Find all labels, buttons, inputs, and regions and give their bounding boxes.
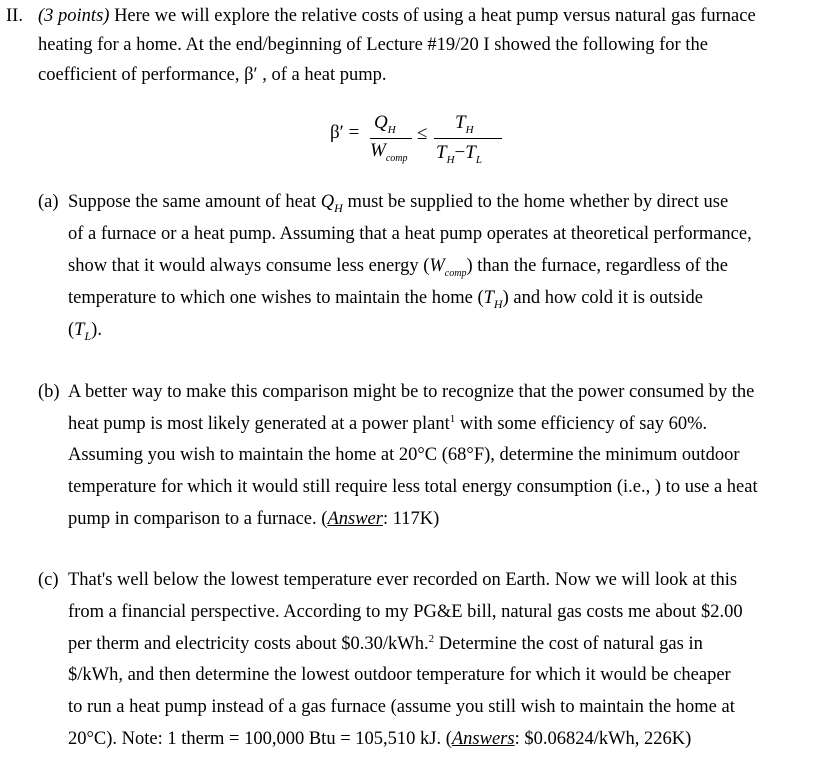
part-c-line-6: 20°C). Note: 1 therm = 100,000 Btu = 105,510 kJ. (Answers: $0.06824/kWh, 226K) [68, 729, 692, 749]
part-c-line-2: from a financial perspective. According to my PG&E bill, natural gas costs me about $2.00 [68, 602, 743, 622]
eq-lhs: β′ = [330, 122, 360, 143]
part-c-label: (c) [38, 570, 59, 590]
part-c-line-1: That's well below the lowest temperature ever recorded on Earth. Now we will look at this [68, 570, 738, 590]
part-a-line-4: temperature to which one wishes to maintain the home $(T_H)$ and how cold it is outside [68, 288, 703, 311]
part-b-line-2: heat pump is most likely generated at a power plant$^1$ with some efficiency of say 60%. [68, 413, 708, 434]
part-b-line-4: temperature for which it would still require less total energy consumption (i.e., ) to use a heat [68, 477, 758, 497]
part-c-line-3: per therm and electricity costs about $0.30/kWh.$^2$ Determine the cost of natural gas in [68, 633, 703, 654]
part-a-line-2: of a furnace or a heat pump. Assuming that a heat pump operates at theoretical performance, [68, 224, 752, 244]
part-a-label: (a) [38, 192, 59, 212]
eq-num2: $T_H$ [455, 112, 474, 136]
eq-frac-bar-2 [434, 138, 502, 139]
problem-intro-line-2: heating for a home. At the end/beginning of Lecture #19/20 I showed the following for the [38, 35, 708, 55]
part-c-line-5: to run a heat pump instead of a gas furnace (assume you still wish to maintain the home at [68, 697, 735, 717]
problem-intro-line-1 [38, 4, 756, 28]
problem-number: II. [6, 6, 23, 26]
eq-num1: $Q_H$ [374, 112, 396, 136]
part-b-line-3: Assuming you wish to maintain the home at 20°C (68°F), determine the minimum outdoor [68, 445, 740, 465]
part-b-line-5: pump in comparison to a furnace. (Answer: 117K) [68, 509, 440, 529]
part-a-line-1: Suppose the same amount of heat $Q_H$ must be supplied to the home whether by direct use [68, 192, 729, 215]
answers-label: Answers [451, 729, 515, 749]
part-b-label: (b) [38, 382, 60, 402]
answer-label: Answer [327, 509, 383, 529]
part-a-line-3: show that it would always consume less energy $(W_{comp})$ than the furnace, regardless of the [68, 256, 728, 279]
eq-frac-bar-1 [370, 138, 412, 139]
part-c-line-4: $/kWh, and then determine the lowest outdoor temperature for which it would be cheaper [68, 665, 731, 685]
part-b-line-1: A better way to make this comparison might be to recognize that the power consumed by the [68, 382, 755, 402]
intro-text-1: Here we will explore the relative costs of using a heat pump versus natural gas furnace [114, 6, 756, 26]
eq-den2: $T_H-T_L$ [436, 142, 482, 166]
points-label: (3 points) [38, 6, 110, 26]
cop-equation [330, 112, 530, 174]
eq-den1: $W_{comp}$ [370, 140, 408, 164]
eq-relation: ≤ [417, 123, 428, 144]
problem-intro-line-3: coefficient of performance, β′ , of a heat pump. [38, 65, 387, 85]
part-a-line-5: $(T_L)$. [68, 320, 102, 343]
